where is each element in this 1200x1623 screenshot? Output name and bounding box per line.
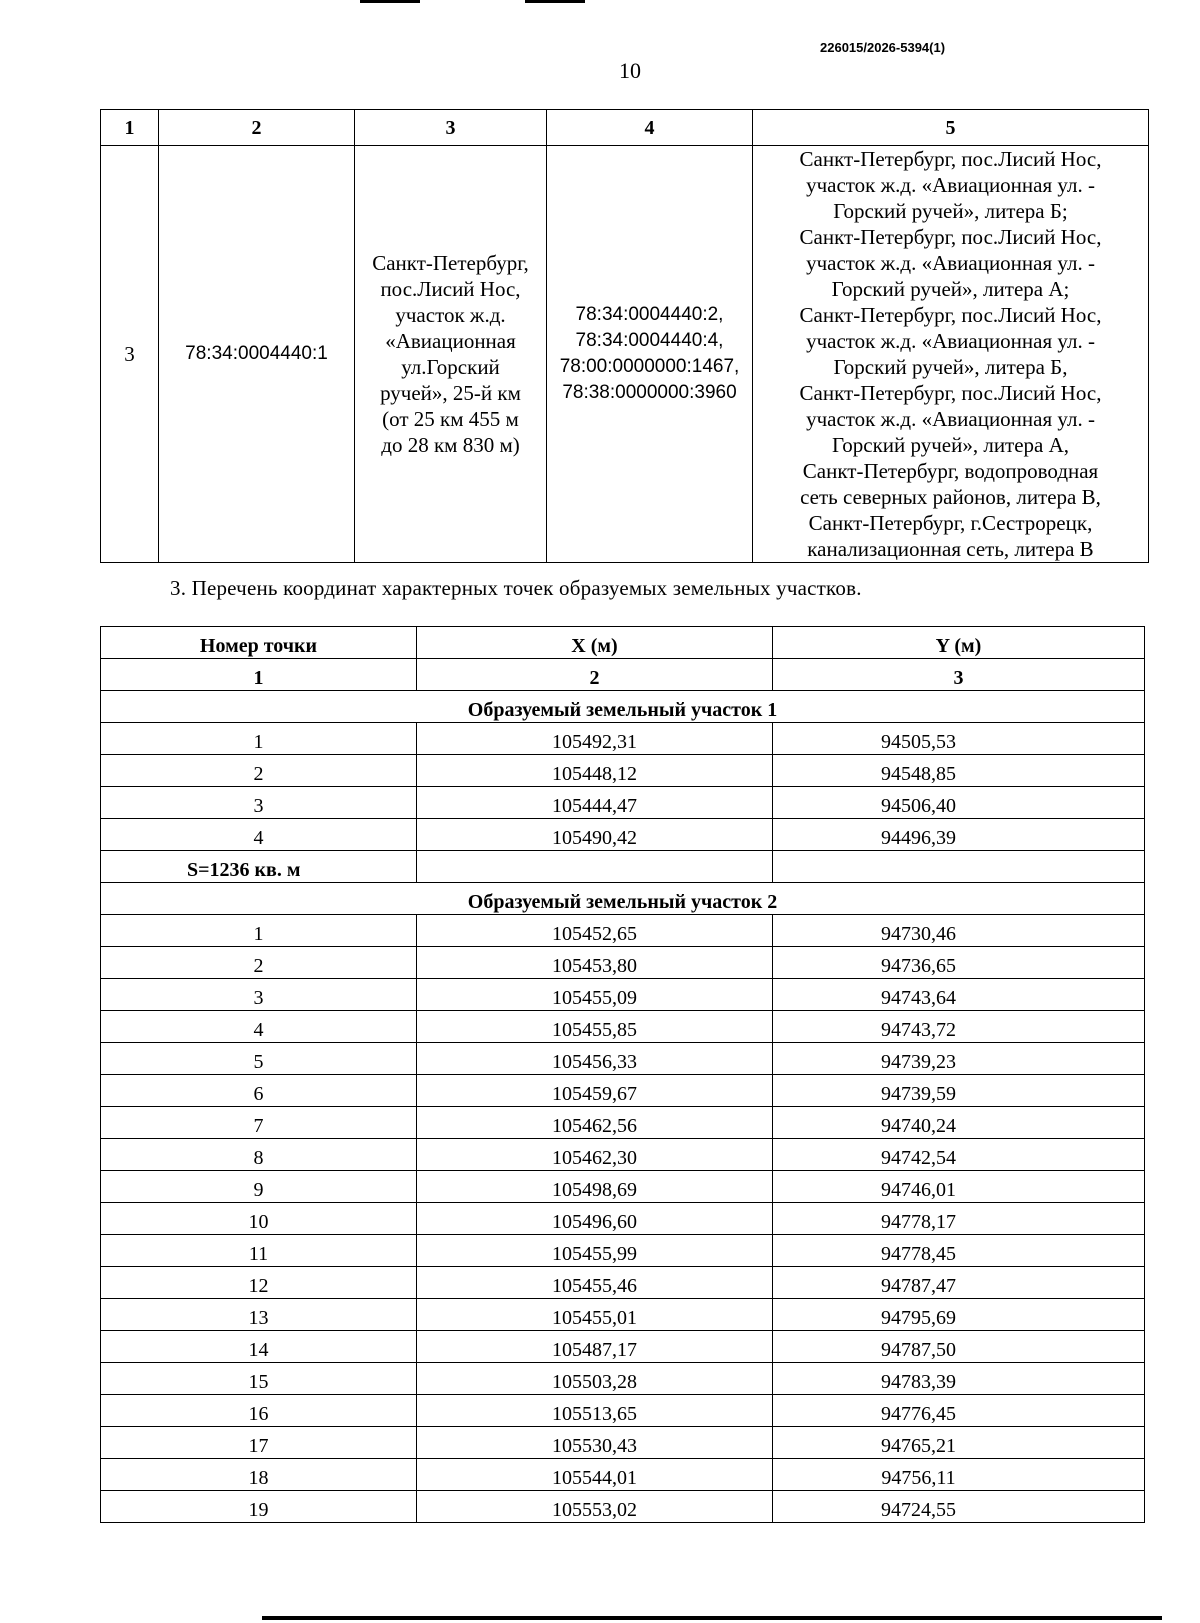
table-row [101,915,1145,947]
y-coordinate: 94787,47 [773,1267,1145,1299]
top-edge-rule [360,0,420,3]
x-coordinate: 105487,17 [417,1331,773,1363]
point-number: 3 [101,787,417,819]
y-coordinate: 94742,54 [773,1139,1145,1171]
empty-cell [773,851,1145,883]
table-row [101,1395,1145,1427]
table-header-row [101,627,1145,659]
y-coordinate: 94496,39 [773,819,1145,851]
table-row [101,1299,1145,1331]
section-heading: 3. Перечень координат характерных точек образуемых земельных участков. [170,576,862,600]
y-coordinate: 94506,40 [773,787,1145,819]
point-number: 16 [101,1395,417,1427]
table-row [101,723,1145,755]
table-row [101,1427,1145,1459]
x-coordinate: 105492,31 [417,723,773,755]
x-coordinate: 105496,60 [417,1203,773,1235]
point-number: 4 [101,1011,417,1043]
table-row [101,1363,1145,1395]
column-number-4: 4 [547,110,753,146]
column-number-2: 2 [159,110,355,146]
x-coordinate: 105462,30 [417,1139,773,1171]
table-row [101,1011,1145,1043]
point-number: 18 [101,1459,417,1491]
bottom-edge-rule [262,1616,1162,1620]
table-row [101,1203,1145,1235]
header-point-number: Номер точки [101,627,417,659]
y-coordinate: 94756,11 [773,1459,1145,1491]
column-number-3: 3 [355,110,547,146]
x-coordinate: 105544,01 [417,1459,773,1491]
x-coordinate: 105456,33 [417,1043,773,1075]
x-coordinate: 105455,46 [417,1267,773,1299]
parcel-info-table [100,109,1149,563]
y-coordinate: 94776,45 [773,1395,1145,1427]
point-number: 2 [101,755,417,787]
point-number: 6 [101,1075,417,1107]
y-coordinate: 94778,17 [773,1203,1145,1235]
table-row [101,1139,1145,1171]
y-coordinate: 94783,39 [773,1363,1145,1395]
table-row [101,1331,1145,1363]
plot-title-row [101,883,1145,915]
y-coordinate: 94505,53 [773,723,1145,755]
related-cadastral-numbers: 78:34:0004440:2, 78:34:0004440:4, 78:00:0000000:1467, 78:38:0000000:3960 [547,146,753,563]
y-coordinate: 94739,59 [773,1075,1145,1107]
column-number-5: 5 [753,110,1149,146]
table-row [101,1107,1145,1139]
y-coordinate: 94730,46 [773,915,1145,947]
column-number-1: 1 [101,110,159,146]
plot-1-area: S=1236 кв. м [101,851,417,883]
point-number: 14 [101,1331,417,1363]
coordinates-table [100,626,1145,1523]
point-number: 19 [101,1491,417,1523]
point-number: 7 [101,1107,417,1139]
y-coordinate: 94795,69 [773,1299,1145,1331]
table-row [101,1171,1145,1203]
object-description: Санкт-Петербург, пос.Лисий Нос, участок ж.д. «Авиационная ул. - Горский ручей», литера Б; Санкт-Петербург, пос.Лисий Нос, участок ж.д. «Авиационная ул. - Горский ручей», литера А; Санкт-Петербург, пос.Лисий Нос, участок ж.д. «Авиационная ул. - Горский ручей», литера Б, Санкт-Петербург, пос.Лисий Нос, участок ж.д. «Авиационная ул. - Горский ручей», литера А, Санкт-Петербург, водопроводная сеть северных районов, литера В, Санкт-Петербург, г.Сестрорецк, канализационная сеть, литера В [753,146,1149,563]
x-coordinate: 105455,09 [417,979,773,1011]
point-number: 10 [101,1203,417,1235]
plot-1-rows [101,723,1145,851]
y-coordinate: 94746,01 [773,1171,1145,1203]
x-coordinate: 105444,47 [417,787,773,819]
y-coordinate: 94740,24 [773,1107,1145,1139]
point-number: 4 [101,819,417,851]
x-coordinate: 105448,12 [417,755,773,787]
point-number: 17 [101,1427,417,1459]
x-coordinate: 105453,80 [417,947,773,979]
top-edge-rule [525,0,585,3]
x-coordinate: 105459,67 [417,1075,773,1107]
table-row [101,947,1145,979]
column-number-1: 1 [101,659,417,691]
x-coordinate: 105490,42 [417,819,773,851]
table-row [101,1043,1145,1075]
point-number: 2 [101,947,417,979]
y-coordinate: 94743,64 [773,979,1145,1011]
x-coordinate: 105462,56 [417,1107,773,1139]
point-number: 3 [101,979,417,1011]
x-coordinate: 105530,43 [417,1427,773,1459]
header-x: X (м) [417,627,773,659]
x-coordinate: 105498,69 [417,1171,773,1203]
table-row [101,1267,1145,1299]
x-coordinate: 105452,65 [417,915,773,947]
point-number: 1 [101,915,417,947]
table-row [101,146,1149,563]
table-row [101,1075,1145,1107]
x-coordinate: 105455,99 [417,1235,773,1267]
column-number-2: 2 [417,659,773,691]
point-number: 5 [101,1043,417,1075]
y-coordinate: 94765,21 [773,1427,1145,1459]
y-coordinate: 94787,50 [773,1331,1145,1363]
table-row [101,1235,1145,1267]
table-row [101,819,1145,851]
table-header-row [101,110,1149,146]
table-row [101,787,1145,819]
column-numbers-row [101,659,1145,691]
point-number: 8 [101,1139,417,1171]
parcel-address: Санкт-Петербург, пос.Лисий Нос, участок ж.д. «Авиационная ул.Горский ручей», 25-й км (от 25 км 455 м до 28 км 830 м) [355,146,547,563]
table-row [101,1491,1145,1523]
point-number: 11 [101,1235,417,1267]
x-coordinate: 105553,02 [417,1491,773,1523]
header-y: Y (м) [773,627,1145,659]
row-number: 3 [101,146,159,563]
point-number: 9 [101,1171,417,1203]
point-number: 13 [101,1299,417,1331]
table-row [101,755,1145,787]
point-number: 15 [101,1363,417,1395]
plot-2-title: Образуемый земельный участок 2 [101,883,1145,915]
empty-cell [417,851,773,883]
y-coordinate: 94736,65 [773,947,1145,979]
x-coordinate: 105455,01 [417,1299,773,1331]
plot-1-title: Образуемый земельный участок 1 [101,691,1145,723]
x-coordinate: 105455,85 [417,1011,773,1043]
x-coordinate: 105503,28 [417,1363,773,1395]
table-row [101,979,1145,1011]
y-coordinate: 94548,85 [773,755,1145,787]
area-row [101,851,1145,883]
y-coordinate: 94778,45 [773,1235,1145,1267]
plot-2-rows [101,915,1145,1523]
document-number: 226015/2026-5394(1) [820,40,946,55]
point-number: 1 [101,723,417,755]
x-coordinate: 105513,65 [417,1395,773,1427]
y-coordinate: 94739,23 [773,1043,1145,1075]
cadastral-number: 78:34:0004440:1 [159,146,355,563]
plot-title-row [101,691,1145,723]
y-coordinate: 94743,72 [773,1011,1145,1043]
y-coordinate: 94724,55 [773,1491,1145,1523]
table-row [101,1459,1145,1491]
page-number: 10 [619,58,641,83]
point-number: 12 [101,1267,417,1299]
column-number-3: 3 [773,659,1145,691]
